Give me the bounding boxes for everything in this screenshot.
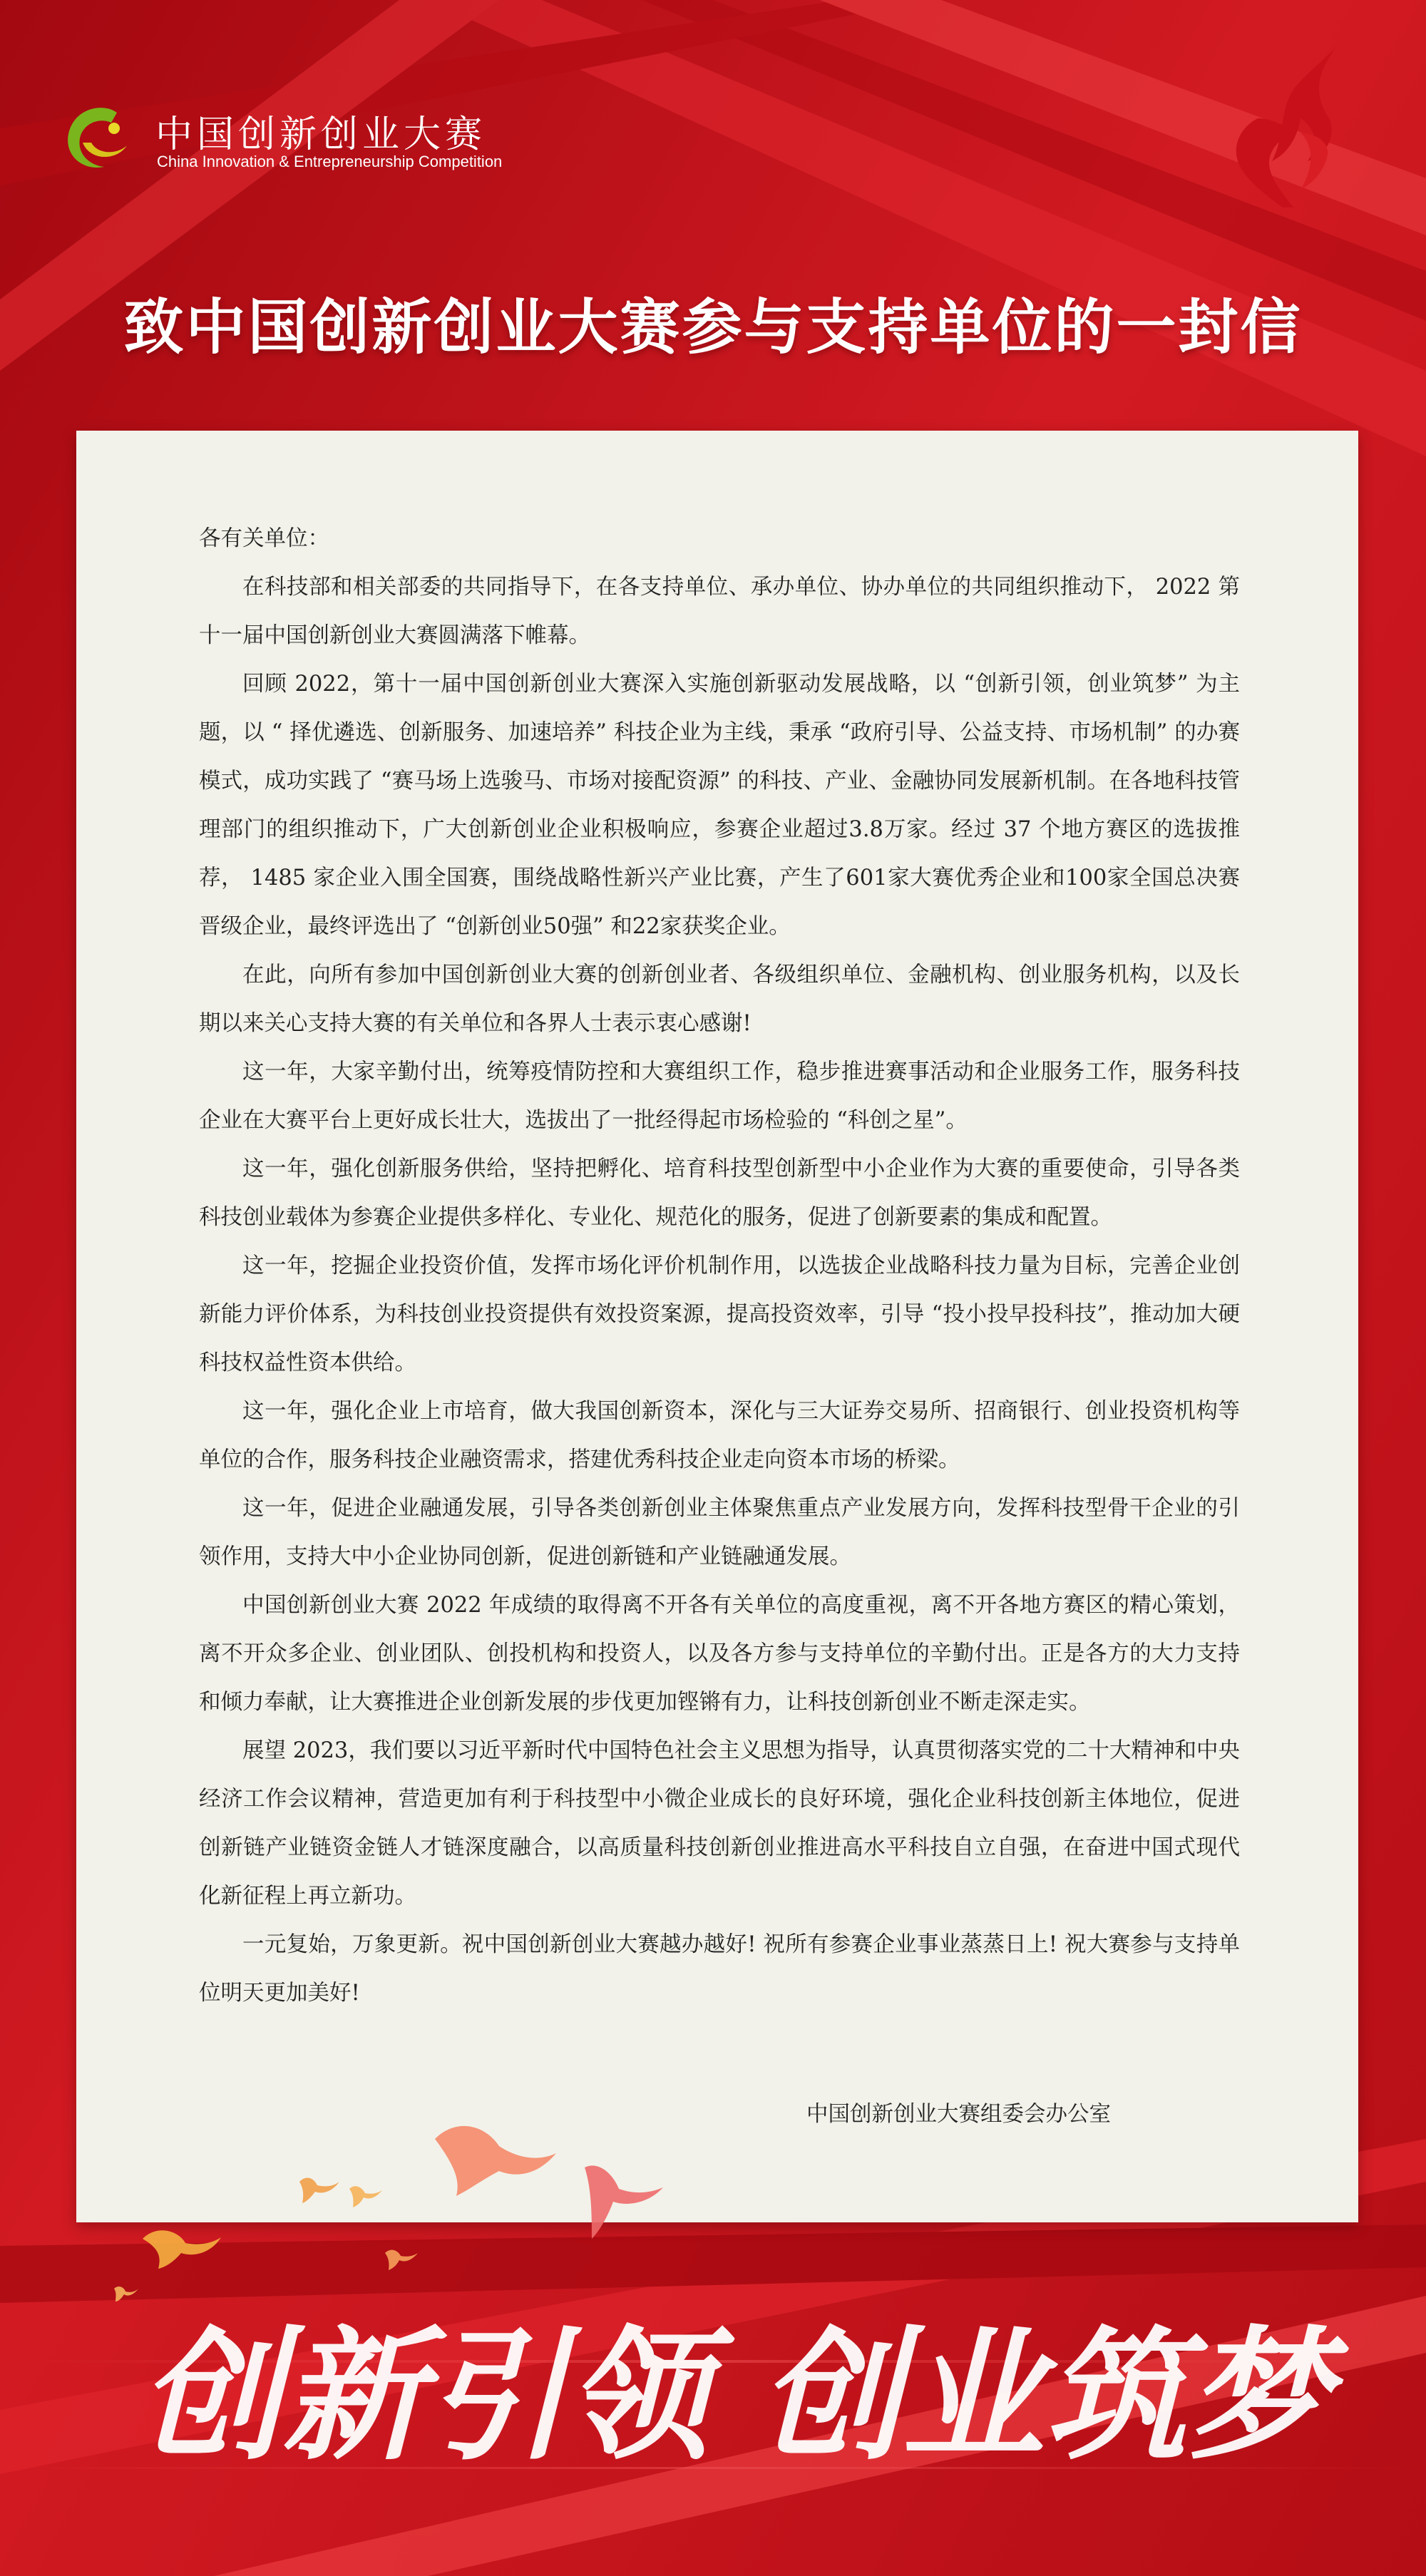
letter-paragraph: 展望 2023，我们要以习近平新时代中国特色社会主义思想为指导，认真贯彻落实党的二十大精神和中央经济工作会议精神，营造更加有利于科技型中小微企业成长的良好环境，强化企业科技创新主体地位，促进创新链产业链资金链人才链深度融合，以高质量科技创新创业推进高水平科技自立自强，在奋进中国式现代化新征程上再立新功。	[199, 1738, 1240, 1909]
letter-paper	[76, 431, 1358, 2222]
page-title: 致中国创新创业大赛参与支持单位的一封信	[123, 292, 1303, 362]
c-logo-icon	[61, 100, 133, 178]
letter-salutation: 各有关单位：	[199, 526, 329, 551]
letter-paragraph: 一元复始，万象更新。祝中国创新创业大赛越办越好! 祝所有参赛企业事业蒸蒸日上! 祝大赛参与支持单位明天更加美好!	[199, 1932, 1240, 2006]
letter-paragraph: 这一年，大家辛勤付出，统筹疫情防控和大赛组织工作，稳步推进赛事活动和企业服务工作，服务科技企业在大赛平台上更好成长壮大，选拔出了一批经得起市场检验的 “科创之星”。	[199, 1059, 1240, 1133]
letter-paragraph: 这一年，强化企业上市培育，做大我国创新资本，深化与三大证券交易所、招商银行、创业投资机构等单位的合作，服务科技企业融资需求，搭建优秀科技企业走向资本市场的桥梁。	[199, 1399, 1240, 1472]
slogan-text: 创新引领 创业筑梦	[139, 2312, 1330, 2480]
slogan-calligraphy	[139, 2282, 1330, 2510]
logo-english-text: China Innovation & Entrepreneurship Competition	[157, 153, 503, 170]
letter-paragraph: 这一年，挖掘企业投资价值，发挥市场化评价机制作用，以选拔企业战略科技力量为目标，完善企业创新能力评价体系，为科技创业投资提供有效投资案源，提高投资效率，引导 “投小投早投科技”，推动加大硬科技权益性资本供给。	[199, 1253, 1240, 1375]
letter-signature: 中国创新创业大赛组委会办公室	[806, 2102, 1111, 2127]
letter-paragraph: 在科技部和相关部委的共同指导下，在各支持单位、承办单位、协办单位的共同组织推动下， 2022 第十一届中国创新创业大赛圆满落下帷幕。	[199, 575, 1240, 648]
logo-chinese-text: 中国创新创业大赛	[155, 113, 487, 156]
letter-paragraph: 回顾 2022，第十一届中国创新创业大赛深入实施创新驱动发展战略，以 “创新引领，创业筑梦” 为主题，以 “ 择优遴选、创新服务、加速培养” 科技企业为主线，秉承 “政府引导、公益支持、市场机制” 的办赛模式，成功实践了 “赛马场上选骏马、市场对接配资源” 的科技、产业、金融协同发展新机制。在各地科技管理部门的组织推动下，广大创新创业企业积极响应，参赛企业超过3.8万家。经过 37 个地方赛区的选拔推荐， 1485 家企业入围全国赛，围绕战略性新兴产业比赛，产生了601家大赛优秀企业和100家全国总决赛晋级企业，最终评选出了 “创新创业50强” 和22家获奖企业。	[199, 672, 1240, 939]
torch-emblem-icon	[1229, 47, 1350, 211]
competition-logo	[61, 100, 518, 185]
letter-paragraph: 这一年，强化创新服务供给，坚持把孵化、培育科技型创新型中小企业作为大赛的重要使命，引导各类科技创业载体为参赛企业提供多样化、专业化、规范化的服务，促进了创新要素的集成和配置。	[199, 1156, 1240, 1230]
letter-body	[199, 515, 1240, 2018]
letter-paragraph: 这一年，促进企业融通发展，引导各类创新创业主体聚焦重点产业发展方向，发挥科技型骨干企业的引领作用，支持大中小企业协同创新，促进创新链和产业链融通发展。	[199, 1496, 1240, 1569]
letter-paragraph: 在此，向所有参加中国创新创业大赛的创新创业者、各级组织单位、金融机构、创业服务机构，以及长期以来关心支持大赛的有关单位和各界人士表示衷心感谢!	[199, 963, 1240, 1036]
letter-paragraph: 中国创新创业大赛 2022 年成绩的取得离不开各有关单位的高度重视，离不开各地方赛区的精心策划，离不开众多企业、创业团队、创投机构和投资人，以及各方参与支持单位的辛勤付出。正是各方的大力支持和倾力奉献，让大赛推进企业创新发展的步伐更加铿锵有力，让科技创新创业不断走深走实。	[199, 1593, 1240, 1715]
